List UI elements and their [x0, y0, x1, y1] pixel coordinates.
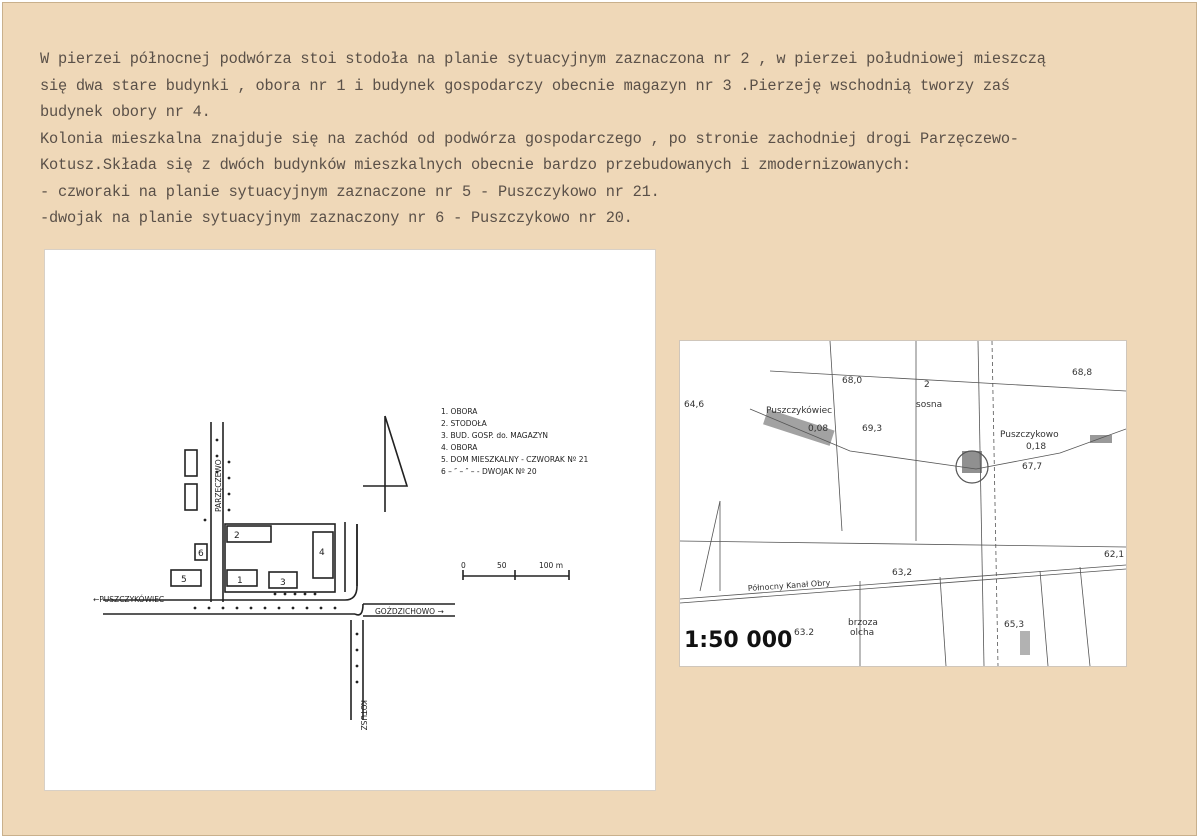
map-scale: 1:50 000 — [684, 628, 793, 653]
elevation-label: 68,0 — [842, 376, 863, 386]
legend-item: 6 – ″ – ″ – - DWOJAK Nº 20 — [441, 467, 537, 476]
elevation-label: 0,18 — [1026, 442, 1047, 452]
road-label-kotusz: KOTUSZ — [359, 700, 368, 731]
text-line: Kolonia mieszkalna znajduje się na zachód od podwórza gospodarczego , po stronie zachodniej drogi Parzęczewo- — [40, 129, 1019, 148]
elevation-label: 69,3 — [862, 424, 883, 434]
legend-item: 4. OBORA — [441, 443, 478, 452]
elevation-label: 65,3 — [1004, 620, 1025, 630]
text-line: - czworaki na planie sytuacyjnym zaznaczone nr 5 - Puszczykowo nr 21. — [40, 182, 660, 201]
building-number: 2 — [234, 531, 240, 541]
legend-item: 2. STODOŁA — [441, 419, 487, 428]
topographic-map — [680, 341, 1126, 666]
building-number: 1 — [237, 576, 243, 586]
elevation-label: 64,6 — [684, 400, 705, 410]
elevation-label: 63.2 — [794, 628, 815, 638]
north-arrow-icon — [363, 416, 407, 512]
map-misc-label: olcha — [850, 628, 875, 638]
road-label-gozdzichowo: GOŹDZICHOWO → — [375, 607, 444, 616]
building-outline — [185, 450, 197, 476]
legend-item: 1. OBORA — [441, 407, 478, 416]
map-misc-label: brzoza — [848, 618, 878, 628]
text-line: Kotusz.Składa się z dwóch budynków mieszkalnych obecnie bardzo przebudowanych i zmodernizowanych: — [40, 156, 912, 174]
text-line: budynek obory nr 4. — [40, 103, 211, 121]
road-label-parzeczewo: PARZĘCZEWO — [214, 459, 223, 512]
text-line: W pierzei północnej podwórza stoi stodoła na planie sytuacyjnym zaznaczona nr 2 , w pierzei południowej mieszczą — [40, 50, 1046, 68]
map-misc-label: 2 — [924, 380, 930, 390]
text-line: się dwa stare budynki , obora nr 1 i budynek gospodarczy obecnie magazyn nr 3 .Pierzeję wschodnią tworzy zaś — [40, 76, 1010, 95]
elevation-label: 67,7 — [1022, 462, 1043, 472]
canal-label: Północny Kanał Obry — [747, 578, 831, 593]
building-outline — [185, 484, 197, 510]
building-number: 5 — [181, 575, 187, 585]
building-number: 6 — [198, 549, 204, 559]
site-plan-photo — [44, 249, 656, 791]
legend-item: 5. DOM MIESZKALNY - CZWORAK Nº 21 — [441, 455, 589, 464]
elevation-label: 0,08 — [808, 424, 829, 434]
text-line: -dwojak na planie sytuacyjnym zaznaczony nr 6 - Puszczykowo nr 20. — [40, 209, 633, 227]
road-label-puszczykowiec: ←PUSZCZYKÓWIEC — [93, 595, 165, 604]
building-number: 3 — [280, 578, 286, 588]
place-label: Puszczykowo — [1000, 430, 1059, 440]
building-number: 4 — [319, 548, 325, 558]
elevation-label: 68,8 — [1072, 368, 1093, 378]
scale-label: 0 — [461, 561, 466, 570]
typed-text — [40, 46, 1170, 232]
scale-label: 100 m — [539, 561, 564, 570]
legend-item: 3. BUD. GOSP. do. MAGAZYN — [441, 431, 549, 440]
map-misc-label: sosna — [916, 400, 943, 410]
site-plan-sketch — [45, 250, 655, 790]
elevation-label: 62,1 — [1104, 550, 1125, 560]
topographic-map-photo — [679, 340, 1127, 667]
scale-label: 50 — [497, 561, 507, 570]
elevation-label: 63,2 — [892, 568, 913, 578]
place-label: Puszczykówiec — [766, 406, 833, 416]
